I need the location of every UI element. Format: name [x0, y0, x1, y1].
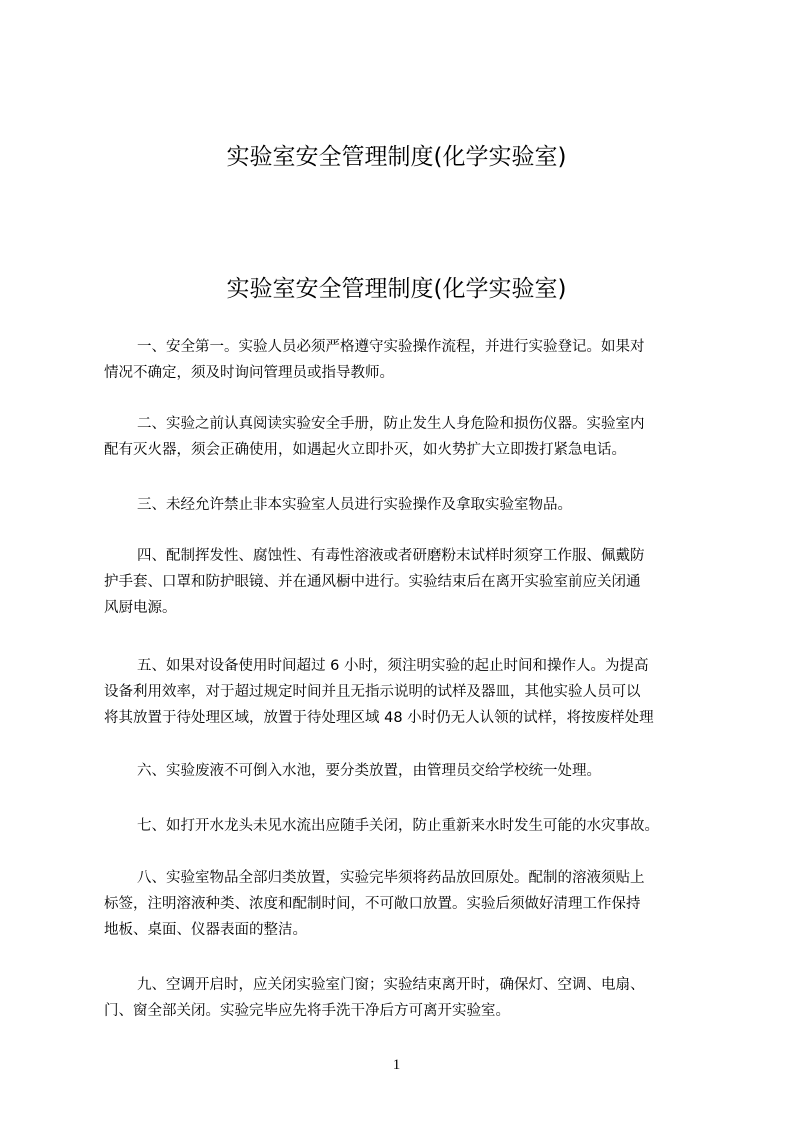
rule-paragraph-8 — [104, 865, 704, 943]
paragraph-line: 风厨电源。 — [104, 600, 177, 616]
paragraph-line: 六、实验废液不可倒入水池，要分类放置，由管理员交给学校统一处理。 — [137, 763, 601, 779]
page-title: 实验室安全管理制度(化学实验室) — [226, 276, 567, 302]
rule-paragraph-9 — [104, 972, 704, 1024]
paragraph-line: 九、空调开启时，应关闭实验室门窗；实验结束离开时，确保灯、空调、电扇、 — [137, 977, 645, 993]
paragraph-line: 护手套、口罩和防护眼镜、并在通风橱中进行。实验结束后在离开实验室前应关闭通 — [104, 574, 641, 590]
paragraph-line: 七、如打开水龙头未见水流出应随手关闭，防止重新来水时发生可能的水灾事故。 — [137, 818, 659, 834]
paragraph-line: 五、如果对设备使用时间超过 6 小时，须注明实验的起止时间和操作人。为提高 — [137, 658, 649, 674]
paragraph-line: 一、安全第一。实验人员必须严格遵守实验操作流程，并进行实验登记。如果对 — [137, 339, 645, 355]
paragraph-line: 情况不确定，须及时询问管理员或指导教师。 — [104, 365, 394, 381]
paragraph-line: 配有灭火器，须会正确使用，如遇起火立即扑灭，如火势扩大立即拨打紧急电话。 — [104, 442, 626, 458]
paragraph-line: 地板、桌面、仪器表面的整洁。 — [104, 922, 307, 938]
paragraph-line: 门、窗全部关闭。实验完毕应先将手洗干净后方可离开实验室。 — [104, 1003, 510, 1019]
page-number: 1 — [392, 1057, 401, 1073]
rule-paragraph-3 — [104, 492, 704, 518]
rule-paragraph-2 — [104, 411, 704, 463]
paragraph-line: 标签，注明溶液种类、浓度和配制时间，不可敞口放置。实验后须做好清理工作保持 — [104, 896, 641, 912]
paragraph-line: 八、实验室物品全部归类放置，实验完毕须将药品放回原处。配制的溶液须贴上 — [137, 870, 645, 886]
paragraph-line: 三、未经允许禁止非本实验室人员进行实验操作及拿取实验室物品。 — [137, 497, 572, 513]
rule-paragraph-6 — [104, 758, 704, 784]
paragraph-line: 二、实验之前认真阅读实验安全手册，防止发生人身危险和损伤仪器。实验室内 — [137, 416, 645, 432]
rule-paragraph-5 — [104, 653, 704, 731]
paragraph-line: 四、配制挥发性、腐蚀性、有毒性溶液或者研磨粉末试样时须穿工作服、佩戴防 — [137, 548, 645, 564]
document-header-title: 实验室安全管理制度(化学实验室) — [226, 144, 567, 170]
rule-paragraph-4 — [104, 543, 704, 621]
paragraph-line: 设备利用效率，对于超过规定时间并且无指示说明的试样及器皿，其他实验人员可以 — [104, 684, 641, 700]
paragraph-line: 将其放置于待处理区域，放置于待处理区域 48 小时仍无人认领的试样，将按废样处理 — [104, 710, 654, 726]
rule-paragraph-1 — [104, 334, 704, 386]
rule-paragraph-7 — [104, 813, 704, 839]
